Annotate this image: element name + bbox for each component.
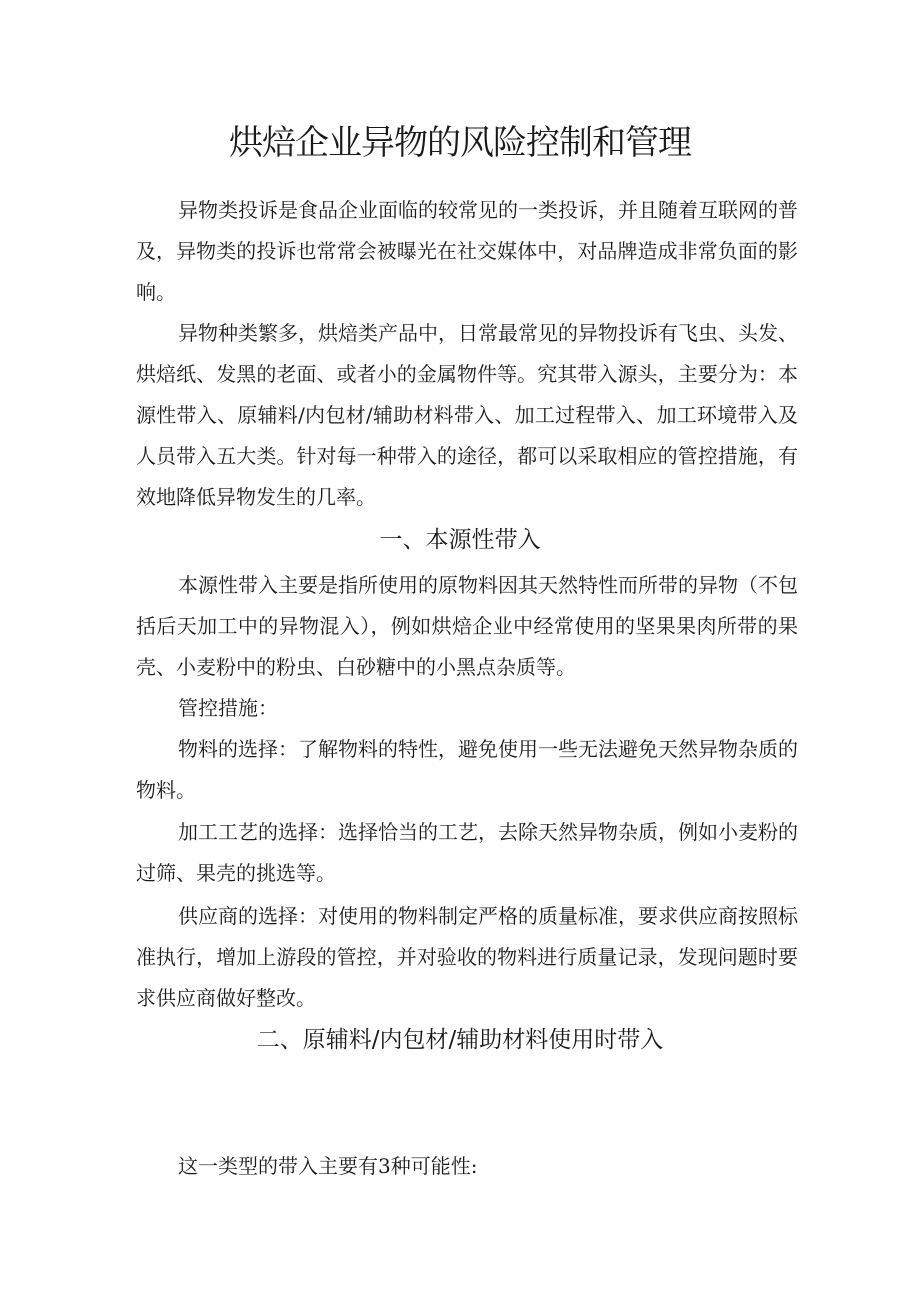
intro-paragraph-2: 异物种类繁多，烘焙类产品中，日常最常见的异物投诉有飞虫、头发、烘焙纸、发黑的老面、或者小的金属物件等。究其带入源头，主要分为：本源性带入、原辅料/内包材/辅助材料带入、加工过程带入、加工环境带入及人员带入五大类。针对每一种带入的途径，都可以采取相应的管控措施，有效地降低异物发生的几率。 xyxy=(136,321,798,509)
document-title: 烘焙企业异物的风险控制和管理 xyxy=(229,123,691,163)
section-2-heading: 二、原辅料/内包材/辅助材料使用时带入 xyxy=(256,1027,664,1053)
section-2-paragraph-1: 这一类型的带入主要有3种可能性: xyxy=(178,1154,478,1178)
section-1-paragraph-2: 管控措施： xyxy=(178,696,278,720)
section-1-paragraph-3: 物料的选择：了解物料的特性，避免使用一些无法避免天然异物杂质的物料。 xyxy=(136,737,798,802)
section-1-paragraph-1: 本源性带入主要是指所使用的原物料因其天然特性而所带的异物（不包括后天加工中的异物混入），例如烘焙企业中经常使用的坚果果肉所带的果壳、小麦粉中的粉虫、白砂糖中的小黑点杂质等。 xyxy=(136,573,798,679)
intro-paragraph-1: 异物类投诉是食品企业面临的较常见的一类投诉，并且随着互联网的普及，异物类的投诉也常常会被曝光在社交媒体中，对品牌造成非常负面的影响。 xyxy=(136,198,798,304)
section-1-heading: 一、本源性带入 xyxy=(379,527,541,553)
section-1-paragraph-5: 供应商的选择：对使用的物料制定严格的质量标准，要求供应商按照标准执行，增加上游段的管控，并对验收的物料进行质量记录，发现问题时要求供应商做好整改。 xyxy=(136,904,798,1010)
section-1-paragraph-4: 加工工艺的选择：选择恰当的工艺，去除天然异物杂质，例如小麦粉的过筛、果壳的挑选等。 xyxy=(136,820,798,885)
